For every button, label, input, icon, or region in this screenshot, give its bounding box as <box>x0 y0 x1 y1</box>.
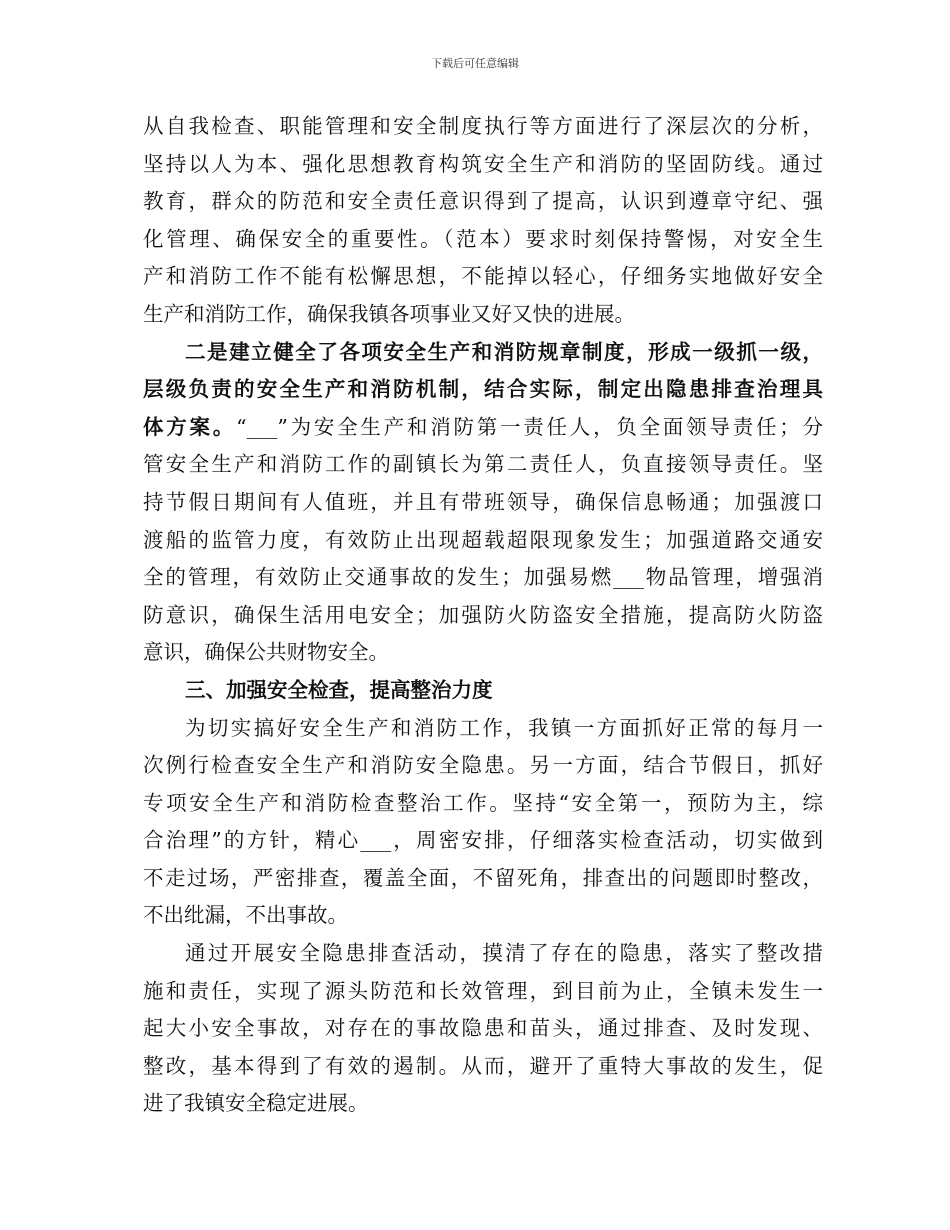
paragraph-line: 进了我镇安全稳定进展。 <box>143 1091 369 1116</box>
paragraph-line-mixed <box>143 409 823 447</box>
paragraph-line: 为切实搞好安全生产和消防工作，我镇一方面抓好正常的每月一 <box>185 715 823 740</box>
paragraph-line: 化管理、确保安全的重要性。（范本）要求时刻保持警惕，对安全生 <box>143 226 823 251</box>
paragraph-line: 起大小安全事故，对存在的事故隐患和苗头，通过排查、及时发现、 <box>143 1016 823 1041</box>
bold-paragraph-line: 层级负责的安全生产和消防机制，结合实际，制定出隐患排查治理具 <box>143 377 823 402</box>
section-heading: 三、加强安全检查，提高整治力度 <box>185 677 493 702</box>
document-body <box>143 108 823 1123</box>
bold-text: 体方案。 <box>143 414 237 439</box>
paragraph-line: 不走过场，严密排查，覆盖全面，不留死角，排查出的问题即时整改， <box>143 865 823 890</box>
paragraph-line: 生产和消防工作，确保我镇各项事业又好又快的进展。 <box>143 301 635 326</box>
text: “___”为安全生产和消防第一责任人，负全面领导责任；分 <box>236 414 824 439</box>
paragraph-line: 教育，群众的防范和安全责任意识得到了提高，认识到遵章守纪、强 <box>143 189 823 214</box>
paragraph-line: 管安全生产和消防工作的副镇长为第二责任人，负直接领导责任。坚 <box>143 452 823 477</box>
paragraph-line: 坚持以人为本、强化思想教育构筑安全生产和消防的坚固防线。通过 <box>143 151 823 176</box>
paragraph-line: 意识，确保公共财物安全。 <box>143 640 389 665</box>
paragraph-line: 防意识，确保生活用电安全；加强防火防盗安全措施，提高防火防盗 <box>143 602 823 627</box>
paragraph-line: 整改，基本得到了有效的遏制。从而，避开了重特大事故的发生，促 <box>143 1053 823 1078</box>
paragraph-line: 不出纰漏，不出事故。 <box>143 903 348 928</box>
paragraph-line: 产和消防工作不能有松懈思想，不能掉以轻心，仔细务实地做好安全 <box>143 264 823 289</box>
paragraph-line: 通过开展安全隐患排查活动，摸清了存在的隐患，落实了整改措 <box>185 941 823 966</box>
paragraph-line: 合治理”的方针，精心___，周密安排，仔细落实检查活动，切实做到 <box>143 828 823 853</box>
paragraph-line: 持节假日期间有人值班，并且有带班领导，确保信息畅通；加强渡口 <box>143 489 823 514</box>
paragraph-line: 专项安全生产和消防检查整治工作。坚持“安全第一，预防为主，综 <box>143 790 823 815</box>
paragraph-line: 从自我检查、职能管理和安全制度执行等方面进行了深层次的分析， <box>143 114 823 138</box>
paragraph-line: 全的管理，有效防止交通事故的发生；加强易燃___物品管理，增强消 <box>143 565 823 590</box>
paragraph-line: 次例行检查安全生产和消防安全隐患。另一方面，结合节假日，抓好 <box>143 753 823 778</box>
page-header: 下载后可任意编辑 <box>431 57 519 70</box>
paragraph-line: 渡船的监管力度，有效防止出现超载超限现象发生；加强道路交通安 <box>143 527 823 552</box>
paragraph-line: 施和责任，实现了源头防范和长效管理，到目前为止，全镇未发生一 <box>143 978 823 1003</box>
bold-paragraph-line: 二是建立健全了各项安全生产和消防规章制度，形成一级抓一级， <box>185 339 823 364</box>
